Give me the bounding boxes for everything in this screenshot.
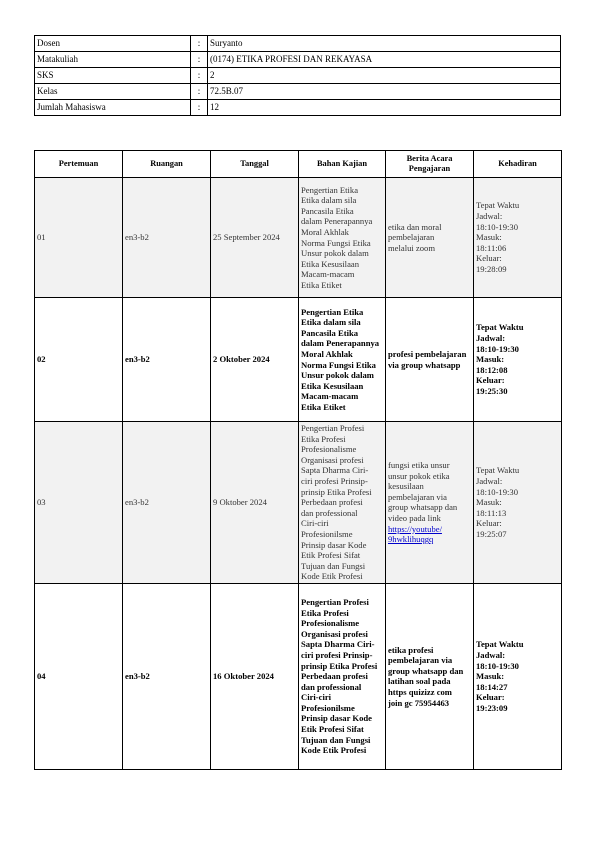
bahan-line: dan professional: [301, 507, 358, 518]
berita-line: unsur pokok etika: [388, 470, 450, 481]
kehadiran-line: Jadwal:: [476, 649, 506, 660]
cell-tanggal: 16 Oktober 2024: [211, 583, 299, 769]
berita-line: group whatsapp dan: [388, 665, 464, 676]
info-separator: :: [191, 84, 208, 100]
video-link[interactable]: https://youtube/: [388, 523, 442, 534]
bahan-line: ciri profesi Prinsip-: [301, 649, 373, 660]
header-bahan-kajian: Bahan Kajian: [299, 151, 386, 178]
bahan-line: Kode Etik Profesi: [301, 745, 367, 756]
cell-pertemuan: 02: [35, 298, 123, 422]
bahan-line: Etika Etiket: [301, 279, 342, 290]
cell-bahan-kajian: [299, 298, 386, 422]
kehadiran-line: Keluar:: [476, 375, 505, 386]
bahan-line: Organisasi profesi: [301, 628, 368, 639]
bahan-line: dalam Penerapannya: [301, 338, 380, 349]
bahan-line: Organisasi profesi: [301, 454, 364, 465]
bahan-line: Pengertian Etika: [301, 184, 359, 195]
bahan-line: Unsur pokok dalam: [301, 370, 374, 381]
kehadiran-line: Tepat Waktu: [476, 200, 520, 211]
kehadiran-line: 18:11:06: [476, 242, 507, 253]
bahan-line: Tujuan dan Fungsi: [301, 560, 366, 571]
cell-berita-acara: [386, 583, 474, 769]
kehadiran-line: Keluar:: [476, 518, 502, 529]
kehadiran-line: Keluar:: [476, 253, 502, 264]
info-separator: :: [191, 36, 208, 52]
kehadiran-line: 18:10-19:30: [476, 221, 519, 232]
cell-tanggal: 9 Oktober 2024: [211, 422, 299, 584]
bahan-line: Perbedaan profesi: [301, 671, 368, 682]
kehadiran-line: Masuk:: [476, 671, 505, 682]
info-value: Suryanto: [208, 36, 561, 52]
cell-kehadiran: [474, 298, 562, 422]
cell-ruangan: en3-b2: [123, 422, 211, 584]
kehadiran-line: 18:10-19:30: [476, 486, 519, 497]
course-info-table: [34, 35, 561, 116]
bahan-line: Macam-macam: [301, 269, 355, 280]
info-value: 12: [208, 100, 561, 116]
bahan-line: Etika Etiket: [301, 401, 346, 412]
cell-ruangan: en3-b2: [123, 298, 211, 422]
kehadiran-line: 18:14:27: [476, 681, 508, 692]
header-pertemuan: Pertemuan: [35, 151, 123, 178]
bahan-line: Norma Fungsi Etika: [301, 359, 376, 370]
course-info-body: [35, 36, 561, 116]
bahan-line: Etika Profesi: [301, 607, 349, 618]
info-row: [35, 68, 561, 84]
bahan-line: Etika Kesusilaan: [301, 380, 364, 391]
bahan-line: Profesionilsme: [301, 702, 355, 713]
kehadiran-line: 18:12:08: [476, 364, 508, 375]
cell-ruangan: en3-b2: [123, 583, 211, 769]
bahan-line: Profesionalisme: [301, 618, 360, 629]
info-separator: :: [191, 68, 208, 84]
berita-line: pembelajaran: [388, 232, 435, 243]
berita-line: https quizizz com: [388, 687, 452, 697]
cell-pertemuan: 04: [35, 583, 123, 769]
attendance-body: [35, 178, 562, 770]
bahan-line: Pengertian Etika: [301, 306, 364, 317]
table-row: [35, 298, 562, 422]
info-row: [35, 52, 561, 68]
table-row: [35, 422, 562, 584]
bahan-line: Moral Akhlak: [301, 348, 353, 359]
berita-line: latihan soal pada: [388, 676, 451, 687]
attendance-table: [34, 150, 562, 770]
bahan-line: Perbedaan profesi: [301, 497, 363, 508]
bahan-line: Prinsip dasar Kode: [301, 539, 367, 550]
berita-line: kesusilaan: [388, 481, 424, 492]
berita-line: video pada link: [388, 513, 441, 524]
bahan-line: prinsip Etika Profesi: [301, 660, 378, 671]
info-separator: :: [191, 100, 208, 116]
cell-kehadiran: [474, 583, 562, 769]
header-tanggal: Tanggal: [211, 151, 299, 178]
cell-kehadiran: [474, 422, 562, 584]
header-berita-acara: Berita Acara Pengajaran: [386, 151, 474, 178]
berita-line: pembelajaran via: [388, 655, 453, 666]
berita-line: via group whatsapp: [388, 359, 461, 370]
table-row: [35, 583, 562, 769]
bahan-line: dan professional: [301, 681, 362, 692]
berita-line: group whatsapp dan: [388, 502, 458, 513]
bahan-line: Tujuan dan Fungsi: [301, 734, 371, 745]
kehadiran-line: Masuk:: [476, 232, 502, 243]
berita-line: etika dan moral: [388, 221, 442, 232]
kehadiran-line: Jadwal:: [476, 475, 503, 486]
bahan-line: dalam Penerapannya: [301, 216, 373, 227]
cell-berita-acara: [386, 422, 474, 584]
kehadiran-line: Masuk:: [476, 497, 502, 508]
header-ruangan: Ruangan: [123, 151, 211, 178]
bahan-line: Sapta Dharma Ciri-: [301, 639, 375, 650]
berita-line: profesi pembelajaran: [388, 348, 467, 359]
bahan-line: ciri profesi Prinsip-: [301, 475, 368, 486]
cell-pertemuan: 01: [35, 178, 123, 298]
berita-line: join gc 75954463: [388, 697, 450, 708]
bahan-line: Pancasila Etika: [301, 205, 354, 216]
kehadiran-line: 19:25:30: [476, 385, 508, 396]
berita-line: etika profesi: [388, 644, 434, 655]
kehadiran-line: Keluar:: [476, 692, 505, 703]
bahan-line: Pengertian Profesi: [301, 423, 365, 433]
info-row: [35, 100, 561, 116]
bahan-line: Profesionalisme: [301, 444, 357, 455]
table-row: [35, 178, 562, 298]
cell-tanggal: 25 September 2024: [211, 178, 299, 298]
kehadiran-line: 18:11:13: [476, 507, 507, 518]
bahan-line: Etika dalam sila: [301, 195, 357, 206]
cell-bahan-kajian: [299, 178, 386, 298]
cell-ruangan: en3-b2: [123, 178, 211, 298]
info-label: Jumlah Mahasiswa: [35, 100, 191, 116]
bahan-line: Etik Profesi Sifat: [301, 724, 364, 735]
bahan-line: Ciri-ciri: [301, 518, 329, 529]
bahan-line: Profesionilsme: [301, 528, 353, 539]
cell-berita-acara: [386, 178, 474, 298]
kehadiran-line: Jadwal:: [476, 211, 503, 222]
kehadiran-line: 18:10-19:30: [476, 343, 519, 354]
info-separator: :: [191, 52, 208, 68]
cell-pertemuan: 03: [35, 422, 123, 584]
info-row: [35, 84, 561, 100]
bahan-line: Pancasila Etika: [301, 327, 359, 338]
bahan-line: Prinsip dasar Kode: [301, 713, 372, 724]
info-value: (0174) ETIKA PROFESI DAN REKAYASA: [208, 52, 561, 68]
bahan-line: Etik Profesi Sifat: [301, 550, 361, 561]
bahan-line: Macam-macam: [301, 391, 359, 402]
berita-line: pembelajaran via: [388, 491, 447, 502]
bahan-line: Kode Etik Profesi: [301, 571, 363, 582]
info-label: Dosen: [35, 36, 191, 52]
bahan-line: Etika Kesusilaan: [301, 258, 359, 269]
info-value: 2: [208, 68, 561, 84]
bahan-line: Pengertian Profesi: [301, 596, 369, 607]
bahan-line: Etika Profesi: [301, 433, 346, 444]
kehadiran-line: Jadwal:: [476, 333, 506, 344]
kehadiran-line: Tepat Waktu: [476, 322, 524, 333]
header-kehadiran: Kehadiran: [474, 151, 562, 178]
kehadiran-line: 19:25:07: [476, 528, 507, 539]
bahan-line: Ciri-ciri: [301, 692, 332, 703]
kehadiran-line: Masuk:: [476, 354, 505, 365]
table-header-row: [35, 151, 562, 178]
cell-berita-acara: [386, 298, 474, 422]
kehadiran-line: Tepat Waktu: [476, 465, 520, 476]
kehadiran-line: 19:28:09: [476, 263, 507, 274]
cell-bahan-kajian: [299, 422, 386, 584]
info-label: SKS: [35, 68, 191, 84]
info-value: 72.5B.07: [208, 84, 561, 100]
berita-line: fungsi etika unsur: [388, 460, 450, 471]
info-label: Kelas: [35, 84, 191, 100]
bahan-line: Moral Akhlak: [301, 226, 349, 237]
video-link[interactable]: 9hwklihuqgq: [388, 534, 434, 545]
cell-bahan-kajian: [299, 583, 386, 769]
info-label: Matakuliah: [35, 52, 191, 68]
bahan-line: Etika dalam sila: [301, 317, 361, 328]
kehadiran-line: 19:23:09: [476, 702, 508, 713]
info-row: [35, 36, 561, 52]
bahan-line: Unsur pokok dalam: [301, 248, 369, 259]
bahan-line: prinsip Etika Profesi: [301, 486, 372, 497]
bahan-line: Norma Fungsi Etika: [301, 237, 371, 248]
cell-kehadiran: [474, 178, 562, 298]
cell-tanggal: 2 Oktober 2024: [211, 298, 299, 422]
bahan-line: Sapta Dharma Ciri-: [301, 465, 369, 476]
kehadiran-line: 18:10-19:30: [476, 660, 519, 671]
kehadiran-line: Tepat Waktu: [476, 639, 524, 650]
berita-line: melalui zoom: [388, 242, 436, 253]
